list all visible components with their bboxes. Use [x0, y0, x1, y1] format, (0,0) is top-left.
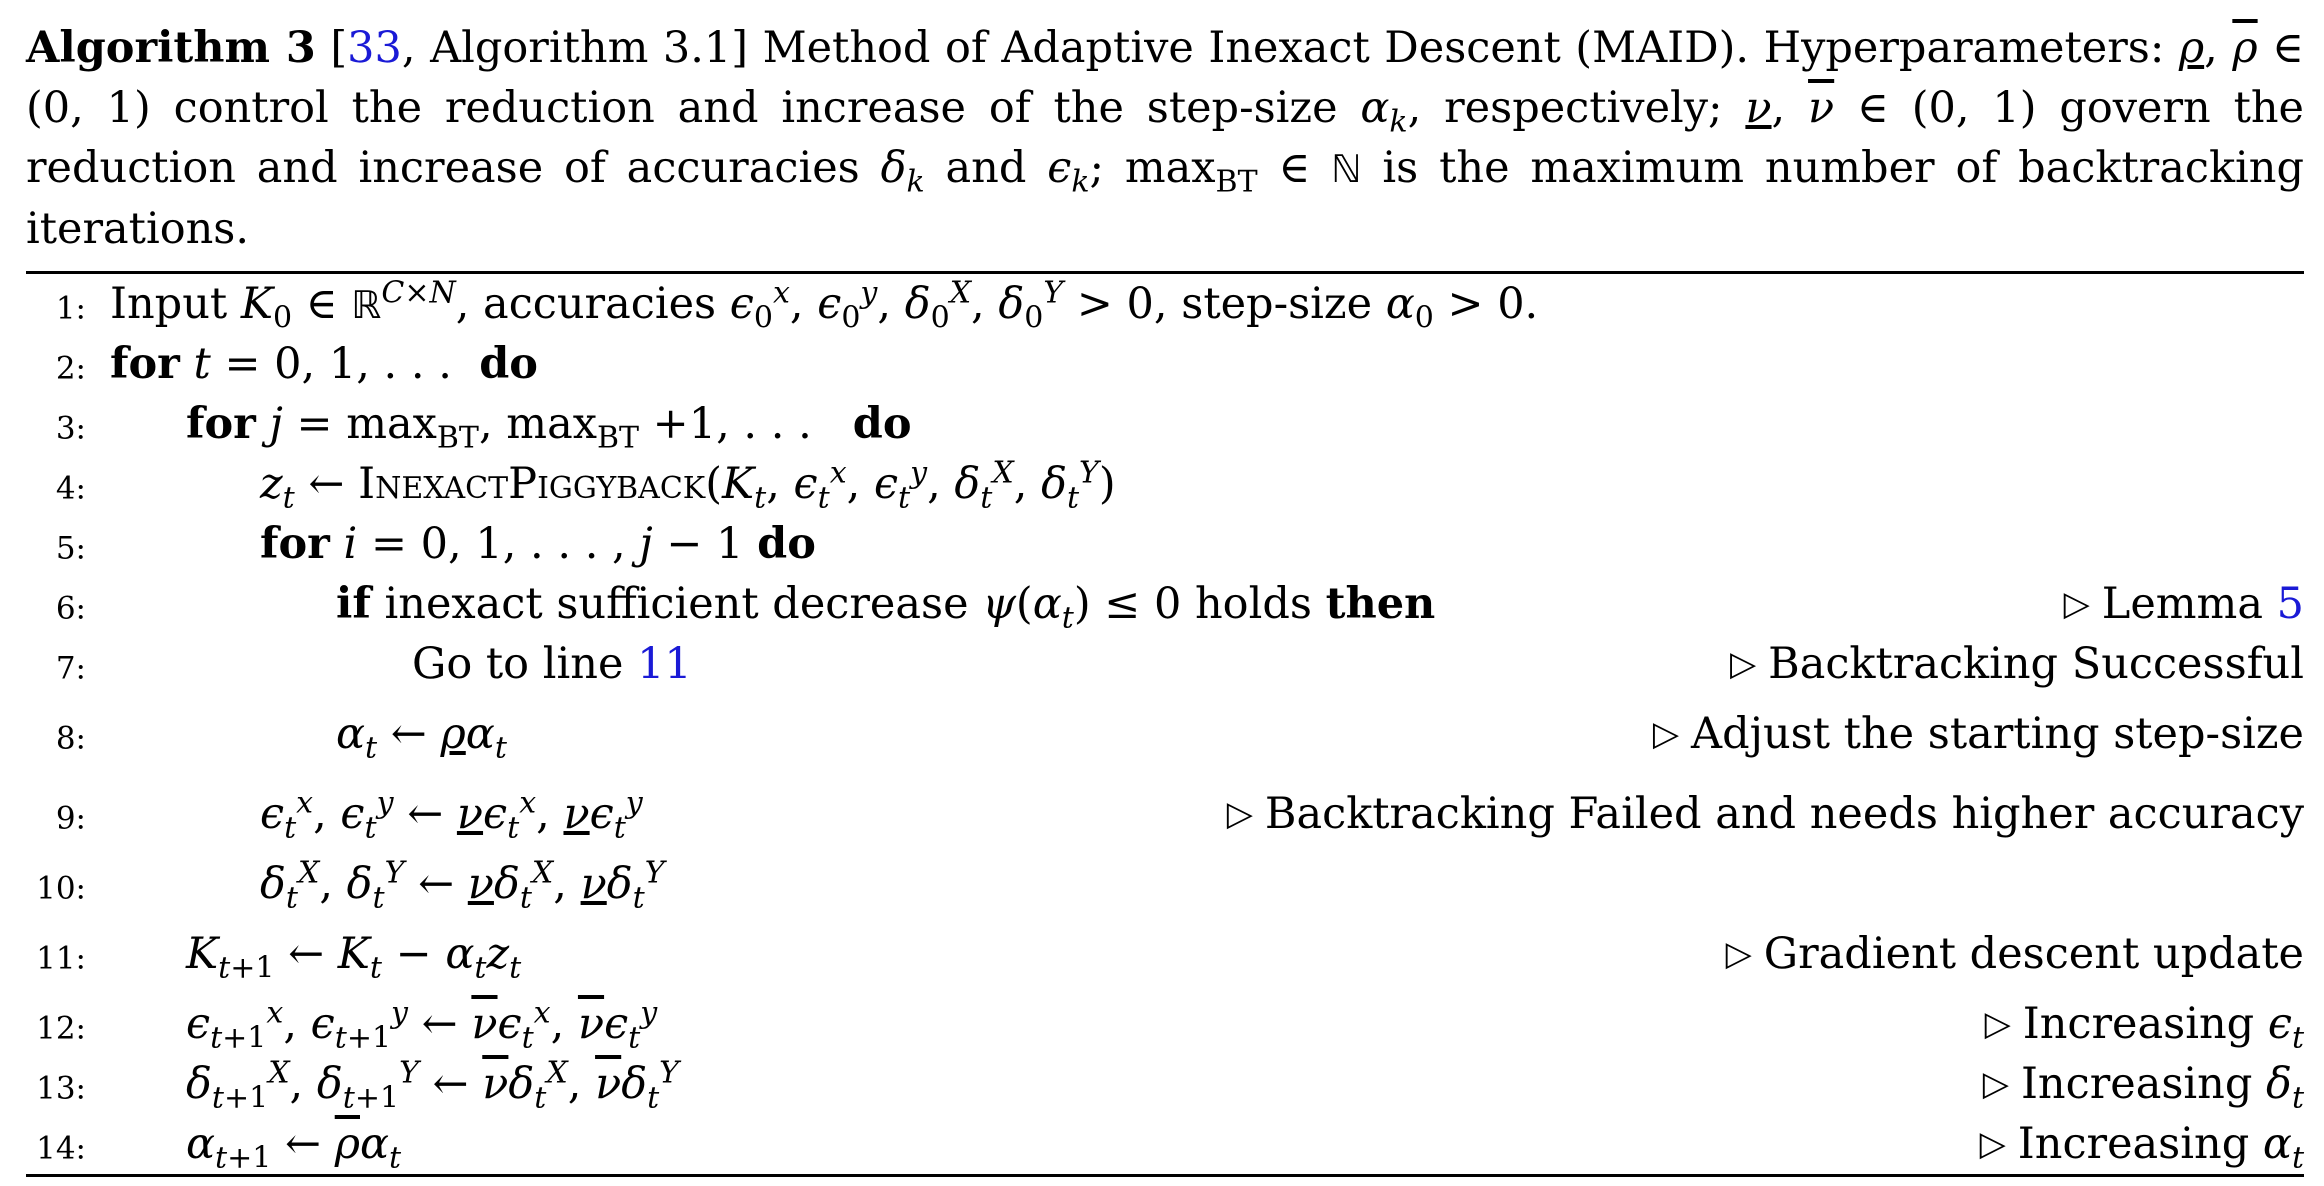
line-statement: for t = 0, 1, . . . do [110, 339, 538, 389]
citation-link[interactable]: 33 [347, 23, 402, 73]
line-number: 12 : [26, 1010, 86, 1046]
line-statement: $\delta_t^X$, $\delta_t^Y$ ← $\nu\delta_t^X$, $\nu\delta_t^Y$ [260, 855, 665, 916]
line-comment: ▷ Backtracking Failed and needs higher accuracy [1226, 789, 2304, 839]
algorithm-line [26, 454, 2304, 514]
comment-triangle-icon: ▷ [1652, 714, 1680, 754]
line-number: 10 : [26, 870, 86, 906]
comment-triangle-icon: ▷ [1729, 644, 1757, 684]
symbol-alpha-k: $\alpha_k$ [1360, 83, 1408, 140]
comment-triangle-icon: ▷ [1979, 1124, 2006, 1164]
line-number: 7 : [26, 650, 86, 686]
hyperparam-nu: ν, $\overline{\nu}$ ∈ (0, 1) [1745, 83, 2037, 133]
line-number: 2 : [26, 350, 86, 386]
line-number: 4 : [26, 470, 86, 506]
caption-text-2: control the reduction and increase of the step-size [150, 83, 1361, 133]
algorithm-caption [26, 18, 2304, 259]
line-statement: $\alpha_{t+1}$ ← $\overline{\rho}\alpha_t$ [186, 1119, 402, 1176]
algorithm-label: Algorithm 3 [26, 23, 316, 73]
caption-title: Method of Adaptive Inexact Descent (MAID). Hyperparameters: [748, 23, 2179, 73]
comment-triangle-icon: ▷ [1725, 934, 1752, 974]
line-statement: Input $K_0$ ∈ ℝ$^{C\times N}$, accuracies $\epsilon_0^x$, $\epsilon_0^y$, $\delta_0^X$, $\delta_0^Y > 0$, step-size $\alpha_0 > 0$. [110, 275, 1539, 336]
citation-rest: , Algorithm 3.1] [401, 23, 749, 73]
algorithm-line [26, 274, 2304, 334]
line-statement: if inexact sufficient decrease $\psi(\alpha_t) \le 0$ holds then [336, 579, 1436, 636]
algorithm-line [26, 914, 2304, 994]
comment-triangle-icon: ▷ [2063, 584, 2090, 624]
algorithm-line [26, 694, 2304, 774]
line-statement: $\alpha_t$ ← $\rho\alpha_t$ [336, 709, 507, 766]
line-comment: ▷ Backtracking Successful [1729, 639, 2304, 689]
line-link[interactable]: 11 [637, 639, 692, 689]
line-statement: $\epsilon_{t+1}^x$, $\epsilon_{t+1}^y$ ← $\overline{\nu}\epsilon_t^x$, $\overline{\nu}\epsilon_t^y$ [186, 995, 658, 1056]
line-number: 5 : [26, 530, 86, 566]
line-statement: $\epsilon_t^x$, $\epsilon_t^y$ ← $\nu\epsilon_t^x$, $\nu\epsilon_t^y$ [260, 785, 643, 846]
line-number: 8 : [26, 720, 86, 756]
algorithm-line [26, 994, 2304, 1054]
symbol-epsilon-k: $\epsilon_k$ [1047, 143, 1090, 200]
caption-text-7: is the maximum number of backtracking iterations. [26, 143, 2304, 254]
algorithm-line [26, 634, 2304, 694]
line-number: 11 : [26, 940, 86, 976]
comment-triangle-icon: ▷ [1982, 1064, 2009, 1104]
line-statement: $K_{t+1}$ ← $K_t - \alpha_tz_t$ [186, 929, 522, 986]
symbol-delta-k: $\delta_k$ [880, 143, 925, 200]
line-number: 1 : [26, 290, 86, 326]
line-comment: ▷ Increasing $\delta_t$ [1982, 1059, 2304, 1116]
line-statement: $\delta_{t+1}^X$, $\delta_{t+1}^Y$ ← $\overline{\nu}\delta_t^X$, $\overline{\nu}\delta_t^Y$ [186, 1055, 679, 1116]
line-number: 14 : [26, 1130, 86, 1166]
caption-text-5: and [924, 143, 1048, 193]
line-comment: ▷ Increasing $\alpha_t$ [1979, 1119, 2304, 1176]
line-number: 9 : [26, 800, 86, 836]
algorithm-line [26, 334, 2304, 394]
line-number: 3 : [26, 410, 86, 446]
algorithm-line [26, 574, 2304, 634]
algorithm-lines [26, 274, 2304, 1174]
algorithm-line [26, 1054, 2304, 1114]
algorithm-line [26, 1114, 2304, 1174]
line-comment: ▷ Increasing $\epsilon_t$ [1984, 999, 2304, 1056]
algorithm-line [26, 854, 2304, 914]
citation-open: [ [330, 23, 348, 73]
caption-text-3: , respectively; [1407, 83, 1746, 133]
algorithm-line [26, 394, 2304, 454]
line-comment: ▷ Gradient descent update [1725, 929, 2304, 979]
comment-triangle-icon: ▷ [1226, 794, 1253, 834]
lemma-link[interactable]: 5 [2276, 579, 2304, 629]
comment-triangle-icon: ▷ [1984, 1004, 2011, 1044]
line-statement: for i = 0, 1, . . . , j − 1 do [260, 519, 816, 569]
line-comment: ▷ Lemma 5 [2063, 579, 2304, 629]
line-statement: $z_t$ ← $InexactPiggyback(K_t$, $\epsilon_t^x$, $\epsilon_t^y$, $\delta_t^X$, $\delta_t^Y$) [260, 455, 1116, 516]
caption-text-4: govern the reduction and increase of accuracies [26, 83, 2304, 193]
line-number: 13 : [26, 1070, 86, 1106]
bottom-rule [26, 1174, 2304, 1177]
line-number: 6 : [26, 590, 86, 626]
line-comment: ▷ Adjust the starting step-size [1652, 709, 2304, 759]
algorithm-line [26, 514, 2304, 574]
hyperparam-rho: ρ, $\overline{\rho}$ ∈ (0, 1) [26, 23, 2304, 133]
line-statement: Go to line 11 [412, 639, 692, 689]
line-statement: for $j = \max_{BT}$, $\max_{BT} +1$, . . . do [186, 399, 912, 456]
algorithm-line [26, 774, 2304, 854]
algorithm-block [26, 18, 2304, 1177]
caption-text-6: ; [1089, 143, 1125, 193]
symbol-max-bt: $\max_{BT}$ ∈ ℕ [1124, 143, 1362, 200]
